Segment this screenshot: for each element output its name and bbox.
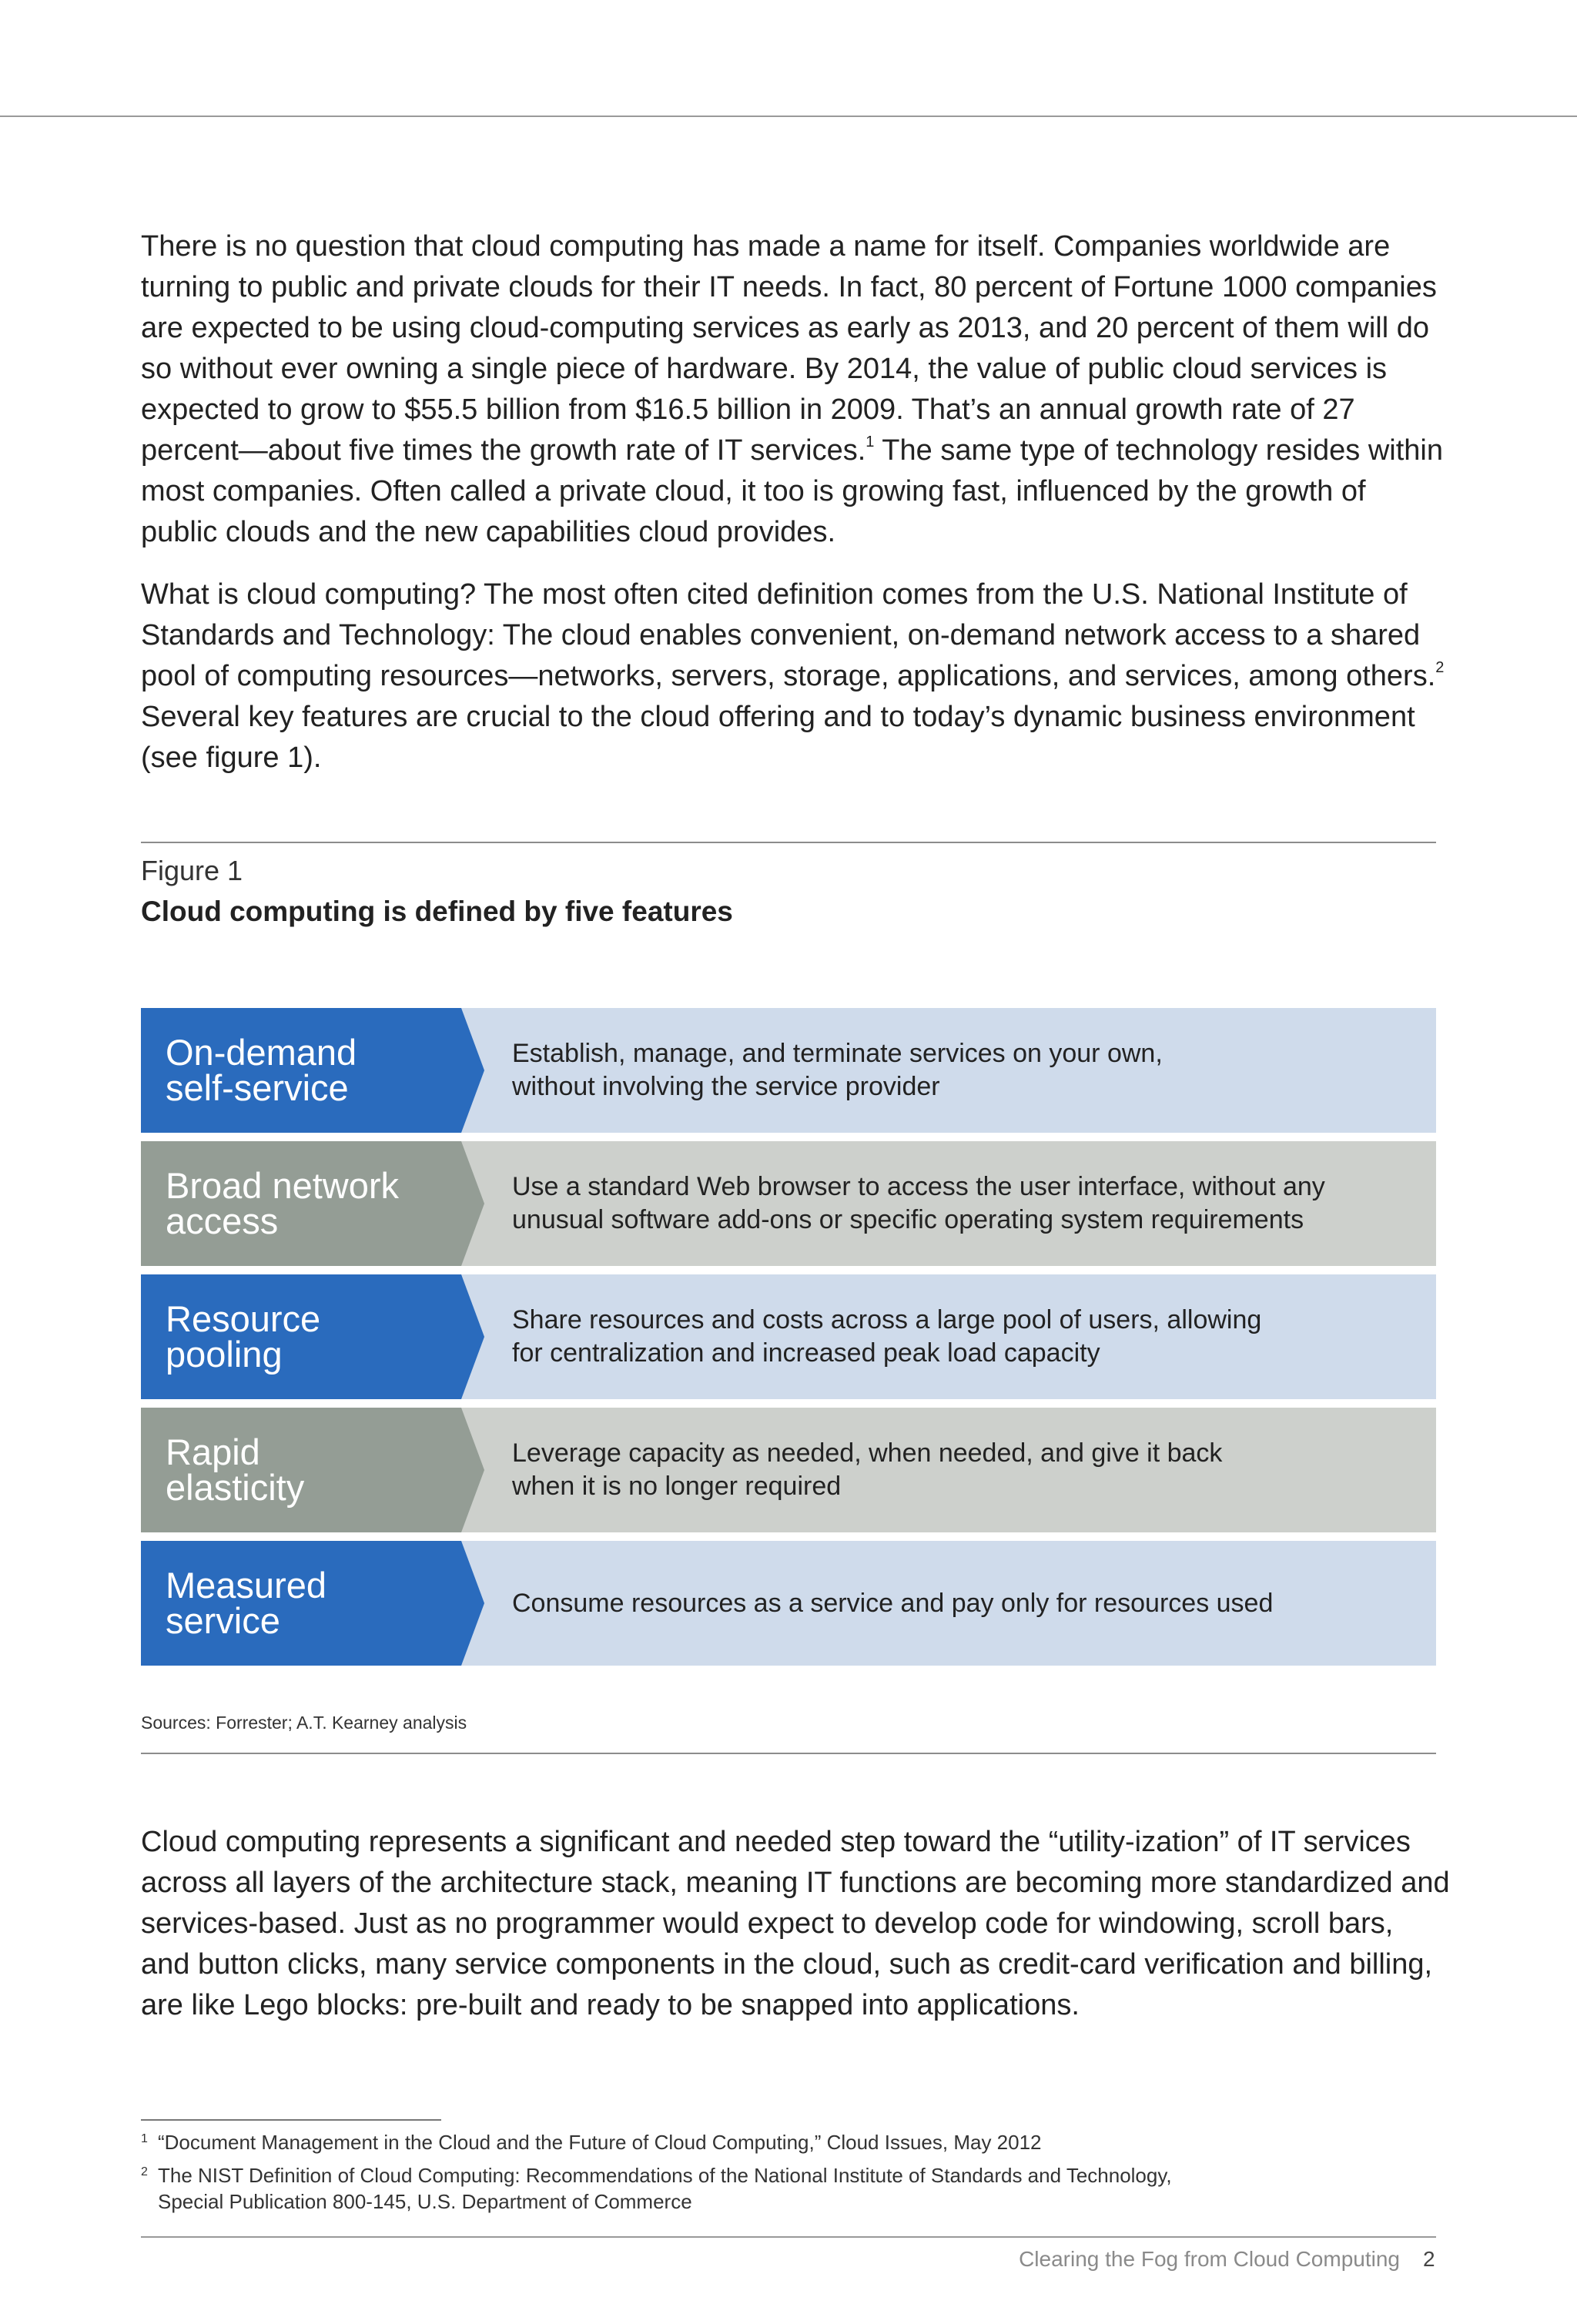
feature-name: Measured service — [166, 1565, 326, 1641]
intro-paragraph: There is no question that cloud computing has made a name for itself. Companies worldwide are turning to public and private clouds for their IT needs. In fact, 80 percent of Fortune 1000 companies are expected to be using cloud-computing services as early as 2013, and 20 percent of them will do so without ever owning a single piece of hardware. By 2014, the value of public cloud services is expected to grow to $55.5 billion from $16.5 billion in 2009. That’s an annual growth rate of 27 percent—about five times the growth rate of IT services.$^1$ The same type of technology resides within most companies. Often called a private cloud, it too is growing fast, influenced by the growth of public clouds and the new capabilities cloud provides. — [141, 230, 1443, 548]
feature-name: Resource pooling — [166, 1298, 321, 1375]
feature-row-measured-service — [141, 1541, 1436, 1666]
feature-row-resource-pooling — [141, 1274, 1436, 1399]
page-number: 2 — [1423, 2247, 1435, 2271]
feature-name: Broad network access — [166, 1165, 400, 1241]
feature-description: Establish, manage, and terminate services on your own, without involving the service provider — [512, 1039, 1163, 1101]
footer-rule — [141, 2236, 1436, 2238]
footnote-number: 1 — [141, 2132, 148, 2145]
footnote-text: “Document Management in the Cloud and the Future of Cloud Computing,” Cloud Issues, May 2012 — [158, 2131, 1042, 2154]
feature-description: Use a standard Web browser to access the user interface, without any unusual software add-ons or specific operating system requirements — [512, 1172, 1325, 1234]
feature-row-broad-network — [141, 1141, 1436, 1266]
utility-paragraph: Cloud computing represents a significant and needed step toward the “utility-ization” of IT services across all layers of the architecture stack, meaning IT functions are becoming more standardized and services-based. Just as no programmer would expect to develop code for windowing, scroll bars, and button clicks, many service components in the cloud, such as credit-card verification and billing, are like Lego blocks: pre-built and ready to be snapped into applications. — [141, 1826, 1450, 2021]
header-rule — [0, 116, 1577, 117]
footnote-number: 2 — [141, 2165, 148, 2178]
feature-description: Leverage capacity as needed, when needed, and give it back when it is no longer required — [512, 1438, 1223, 1501]
figure-top-rule — [141, 842, 1436, 843]
footnote-rule — [141, 2119, 441, 2121]
figure-label: Figure 1 — [141, 855, 243, 886]
footnote-ref-2: 2 — [1435, 659, 1445, 676]
footnote-ref-1: 1 — [866, 434, 875, 450]
feature-name: Rapid elasticity — [166, 1432, 305, 1508]
feature-name: On-demand self-service — [166, 1032, 357, 1108]
figure-sources: Sources: Forrester; A.T. Kearney analysis — [141, 1713, 467, 1733]
footnote-text: The NIST Definition of Cloud Computing: Recommendations of the National Institute of Standards and Technology, Special Publication 800-145, U.S. Department of Commerce — [158, 2164, 1172, 2213]
figure-bottom-rule — [141, 1753, 1436, 1754]
feature-row-on-demand — [141, 1008, 1436, 1133]
figure-title: Cloud computing is defined by five features — [141, 896, 733, 927]
definition-paragraph: What is cloud computing? The most often cited definition comes from the U.S. National Institute of Standards and Technology: The cloud enables convenient, on-demand network access to a shared pool of computing resources—networks, servers, storage, applications, and services, among others.$^2$ Several key features are crucial to the cloud offering and to today’s dynamic business environment (see figure 1). — [141, 578, 1445, 774]
feature-row-rapid-elasticity — [141, 1408, 1436, 1532]
feature-description: Consume resources as a service and pay only for resources used — [512, 1588, 1274, 1618]
running-title: Clearing the Fog from Cloud Computing — [1019, 2247, 1400, 2271]
feature-description: Share resources and costs across a large pool of users, allowing for centralization and increased peak load capacity — [512, 1305, 1262, 1368]
